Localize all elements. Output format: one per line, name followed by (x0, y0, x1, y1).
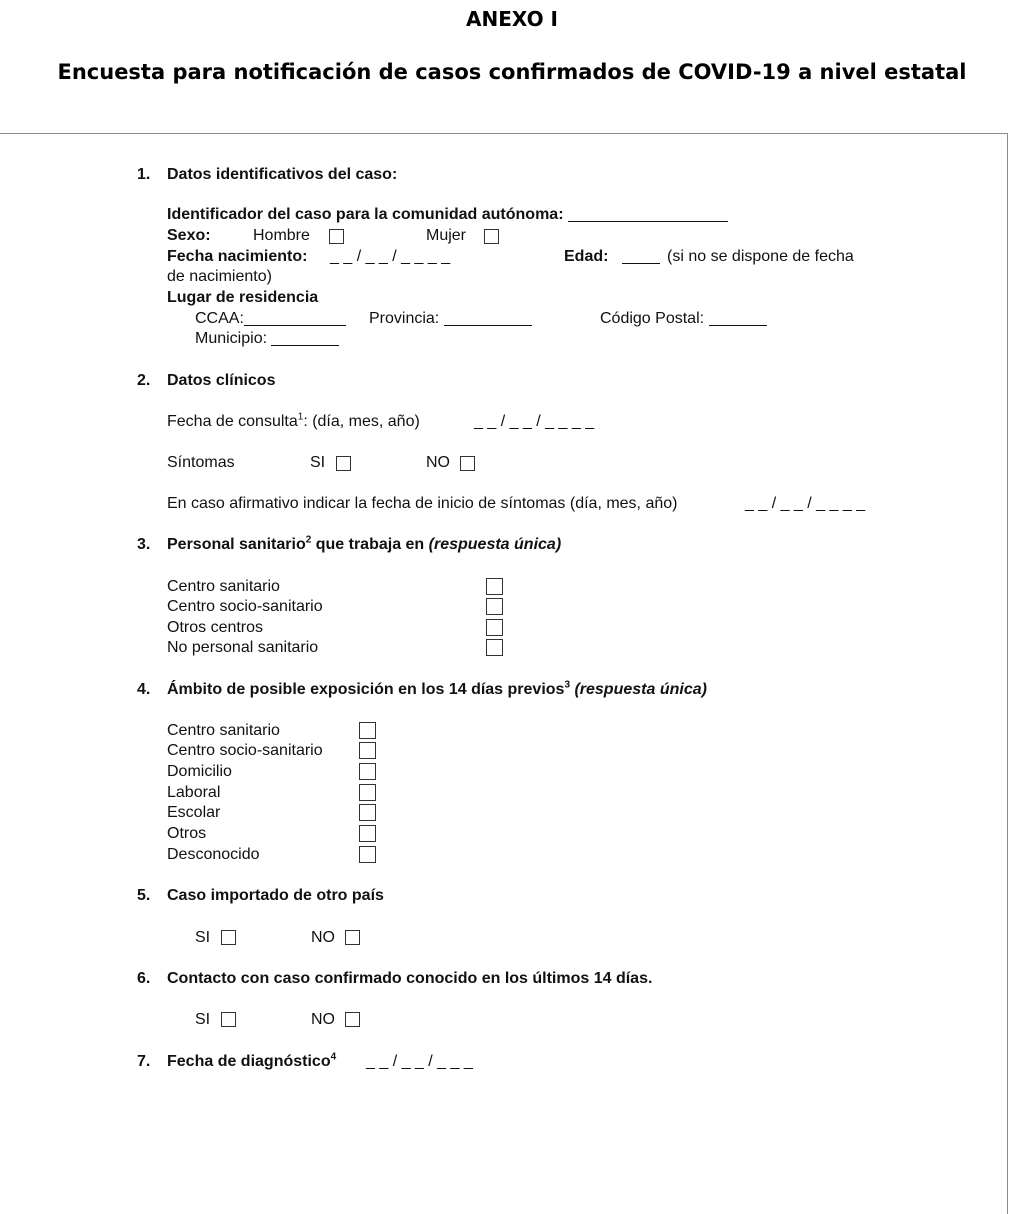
contact-no-checkbox[interactable] (345, 1012, 360, 1027)
residence-label: Lugar de residencia (167, 289, 319, 306)
exposure-option-label: Desconocido (167, 846, 260, 863)
form-frame (0, 133, 1008, 1214)
symptoms-si-label: SI (310, 454, 326, 471)
mujer-checkbox[interactable] (484, 229, 499, 244)
postal-code-label: Código Postal: (600, 310, 705, 327)
exposure-option-checkbox[interactable] (359, 742, 376, 759)
symptoms-no-label: NO (426, 454, 450, 471)
section-3-single-answer: (respuesta única) (428, 536, 562, 553)
birthdate-field[interactable]: _ _ / _ _ / _ _ _ _ (330, 248, 451, 265)
hombre-label: Hombre (253, 227, 310, 244)
ccaa-label: CCAA: (195, 310, 244, 327)
exposure-option-label: Centro sanitario (167, 722, 280, 739)
document-title: Encuesta para notificación de casos confirmados de COVID-19 a nivel estatal (57, 60, 967, 84)
section-4-title (167, 680, 707, 700)
exposure-option-checkbox[interactable] (359, 784, 376, 801)
provincia-field[interactable] (444, 310, 532, 326)
section-3-title-mid: que trabaja en (311, 536, 429, 553)
exposure-option-label: Domicilio (167, 763, 232, 780)
provincia-label: Provincia: (369, 310, 440, 327)
imported-si-checkbox[interactable] (221, 930, 236, 945)
worker-option-label: Centro sanitario (167, 578, 280, 595)
case-id-label: Identificador del caso para la comunidad autónoma: (167, 206, 564, 223)
section-4-single-answer: (respuesta única) (574, 681, 707, 698)
worker-option-checkbox[interactable] (486, 578, 503, 595)
diagnosis-date-field[interactable]: _ _ / _ _ / _ _ _ (366, 1053, 473, 1070)
exposure-option-checkbox[interactable] (359, 722, 376, 739)
exposure-option-checkbox[interactable] (359, 825, 376, 842)
footnote-2-ref: 2 (305, 534, 312, 546)
provincia-row (369, 309, 532, 329)
case-id-row (167, 205, 728, 225)
section-1-number: 1. (137, 166, 151, 183)
contact-si-checkbox[interactable] (221, 1012, 236, 1027)
hombre-checkbox[interactable] (329, 229, 344, 244)
ccaa-field[interactable] (244, 310, 346, 326)
worker-option-label: Centro socio-sanitario (167, 598, 323, 615)
case-id-field[interactable] (568, 206, 728, 222)
section-6-number: 6. (137, 970, 151, 987)
section-4-title-text: Ámbito de posible exposición en los 14 días previos (167, 681, 565, 698)
birthdate-label: Fecha nacimiento: (167, 248, 308, 265)
exposure-option-checkbox[interactable] (359, 846, 376, 863)
section-2-title: Datos clínicos (167, 372, 276, 389)
onset-date-label: En caso afirmativo indicar la fecha de inicio de síntomas (día, mes, año) (167, 495, 678, 512)
section-2-number: 2. (137, 372, 151, 389)
imported-si-label: SI (195, 929, 211, 946)
worker-option-checkbox[interactable] (486, 598, 503, 615)
exposure-option-checkbox[interactable] (359, 763, 376, 780)
section-7-number: 7. (137, 1053, 151, 1070)
footnote-1-ref: 1 (297, 411, 304, 423)
worker-option-checkbox[interactable] (486, 639, 503, 656)
section-3-title (167, 535, 561, 555)
footnote-4-ref: 4 (330, 1051, 337, 1063)
section-3-number: 3. (137, 536, 151, 553)
worker-option-label: No personal sanitario (167, 639, 319, 656)
footnote-3-ref: 3 (564, 679, 570, 691)
edad-label: Edad: (564, 248, 609, 265)
municipio-field[interactable] (271, 330, 339, 346)
onset-date-field[interactable]: _ _ / _ _ / _ _ _ _ (745, 495, 866, 512)
mujer-label: Mujer (426, 227, 467, 244)
edad-note-continued: de nacimiento) (167, 268, 272, 285)
sexo-label: Sexo: (167, 227, 211, 244)
worker-option-checkbox[interactable] (486, 619, 503, 636)
exposure-option-label: Otros (167, 825, 207, 842)
ccaa-row (195, 309, 346, 329)
imported-no-label: NO (311, 929, 335, 946)
exposure-option-label: Laboral (167, 784, 221, 801)
section-1-title: Datos identificativos del caso: (167, 166, 398, 183)
section-6-title: Contacto con caso confirmado conocido en los últimos 14 días. (167, 970, 653, 987)
municipio-row (195, 329, 339, 349)
postal-code-field[interactable] (709, 310, 767, 326)
edad-field[interactable] (622, 248, 660, 264)
imported-no-checkbox[interactable] (345, 930, 360, 945)
exposure-option-label: Escolar (167, 804, 221, 821)
municipio-label: Municipio: (195, 330, 268, 347)
section-5-title: Caso importado de otro país (167, 887, 384, 904)
consult-date-field[interactable]: _ _ / _ _ / _ _ _ _ (474, 413, 595, 430)
symptoms-label: Síntomas (167, 454, 235, 471)
edad-note: (si no se dispone de fecha (667, 248, 854, 265)
exposure-option-label: Centro socio-sanitario (167, 742, 323, 759)
postal-code-row (600, 309, 767, 329)
consult-date-row (167, 412, 420, 432)
annex-heading: ANEXO I (466, 7, 558, 31)
section-3-title-text: Personal sanitario (167, 536, 306, 553)
section-7-title-text: Fecha de diagnóstico (167, 1053, 331, 1070)
consult-date-label: Fecha de consulta (167, 413, 298, 430)
section-5-number: 5. (137, 887, 151, 904)
consult-date-format: : (día, mes, año) (303, 413, 420, 430)
exposure-option-checkbox[interactable] (359, 804, 376, 821)
contact-no-label: NO (311, 1011, 335, 1028)
contact-si-label: SI (195, 1011, 211, 1028)
worker-option-label: Otros centros (167, 619, 264, 636)
section-4-number: 4. (137, 681, 151, 698)
section-7-title (167, 1052, 336, 1072)
symptoms-no-checkbox[interactable] (460, 456, 475, 471)
symptoms-si-checkbox[interactable] (336, 456, 351, 471)
